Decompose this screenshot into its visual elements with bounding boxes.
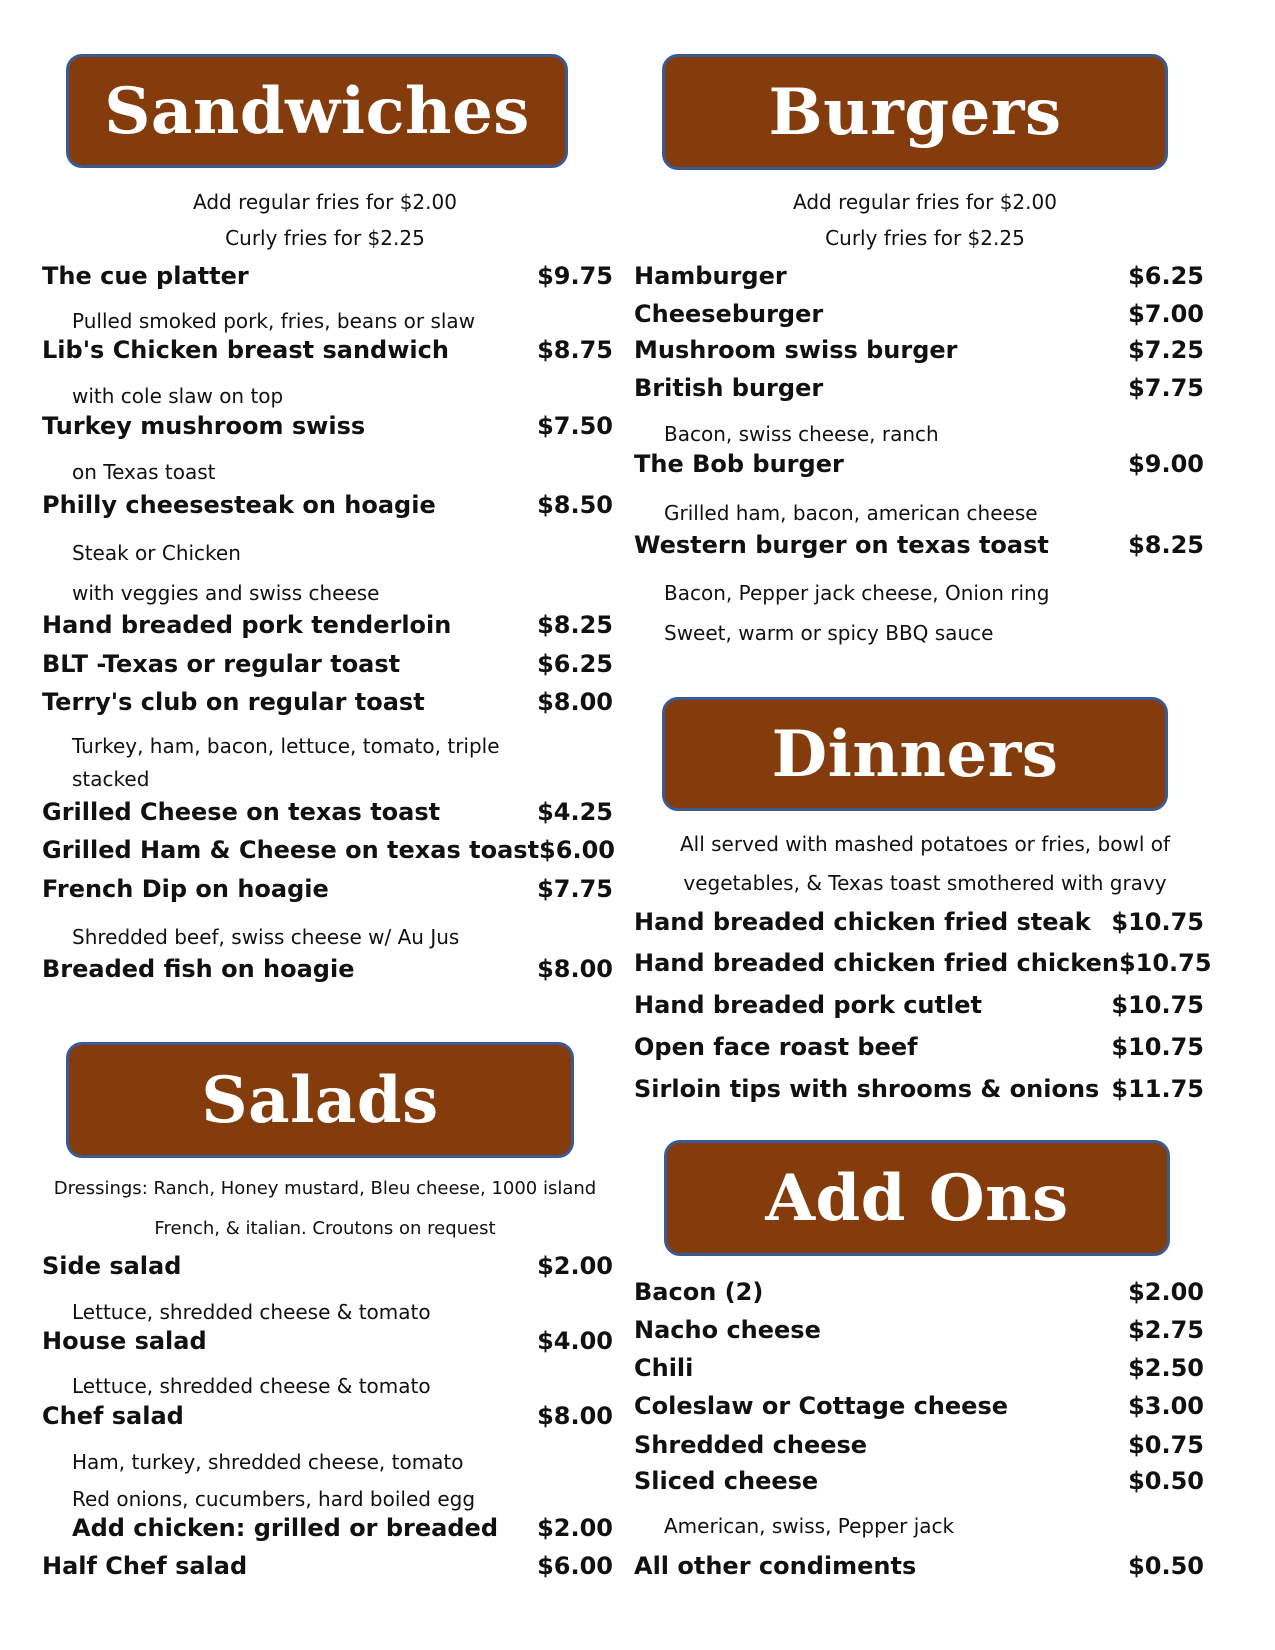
item-price: $2.00 (1128, 1278, 1204, 1306)
item-price: $11.75 (1111, 1075, 1204, 1103)
menu-item (634, 908, 1204, 936)
item-price: $4.25 (537, 798, 613, 826)
item-price: $7.75 (1128, 374, 1204, 402)
item-name: Nacho cheese (634, 1316, 821, 1344)
item-price: $3.00 (1128, 1392, 1204, 1420)
menu-item (634, 1033, 1204, 1061)
item-description: Lettuce, shredded cheese & tomato (72, 1374, 431, 1398)
item-name: Add chicken: grilled or breaded (72, 1514, 498, 1542)
item-price: $8.25 (1128, 531, 1204, 559)
item-price: $0.75 (1128, 1431, 1204, 1459)
item-price: $2.00 (537, 1514, 613, 1542)
dinners-note-sides: All served with mashed potatoes or fries, bowl of (679, 832, 1171, 856)
item-price: $0.50 (1128, 1467, 1204, 1495)
menu-item (634, 1354, 1204, 1382)
item-name: British burger (634, 374, 824, 402)
item-name: Coleslaw or Cottage cheese (634, 1392, 1009, 1420)
item-description: Pulled smoked pork, fries, beans or slaw (72, 309, 476, 333)
item-name: Shredded cheese (634, 1431, 868, 1459)
menu-item (42, 1552, 613, 1580)
item-name: Hand breaded chicken fried steak (634, 908, 1091, 936)
item-price: $6.00 (537, 1552, 613, 1580)
item-name: Sliced cheese (634, 1467, 819, 1495)
menu-item (42, 836, 613, 864)
item-description: on Texas toast (72, 460, 216, 484)
item-name: The Bob burger (634, 450, 844, 478)
salads-title: Salads (201, 1062, 439, 1138)
item-description: Lettuce, shredded cheese & tomato (72, 1300, 431, 1324)
menu-item (42, 1327, 613, 1355)
menu-item (42, 1252, 613, 1280)
menu-item (42, 955, 613, 983)
salads-banner (66, 1042, 574, 1158)
item-name: French Dip on hoagie (42, 875, 329, 903)
burgers-banner (662, 54, 1168, 170)
menu-item (42, 650, 613, 678)
item-price: $6.25 (537, 650, 613, 678)
dinners-banner (662, 697, 1168, 811)
item-description: Turkey, ham, bacon, lettuce, tomato, triple stacked (72, 734, 500, 791)
item-name: Turkey mushroom swiss (42, 412, 366, 440)
item-price: $9.75 (537, 262, 613, 290)
item-price: $4.00 (537, 1327, 613, 1355)
item-price: $7.50 (537, 412, 613, 440)
item-price: $8.50 (537, 491, 613, 519)
item-price: $0.50 (1128, 1552, 1204, 1580)
item-description: Bacon, Pepper jack cheese, Onion ring (664, 581, 1050, 605)
menu-item (634, 300, 1204, 328)
sandwiches-note-curly: Curly fries for $2.25 (225, 226, 425, 250)
item-price: $10.75 (1111, 991, 1204, 1019)
menu-item (634, 949, 1212, 977)
dinners-title: Dinners (771, 716, 1059, 792)
menu-item (72, 1514, 613, 1542)
menu-item (634, 1278, 1204, 1306)
menu-item (634, 450, 1204, 478)
sandwiches-note-fries: Add regular fries for $2.00 (193, 190, 457, 214)
item-description: American, swiss, Pepper jack (664, 1514, 955, 1538)
item-name: All other condiments (634, 1552, 917, 1580)
item-price: $10.75 (1111, 908, 1204, 936)
menu-item (634, 1075, 1204, 1103)
item-price: $8.75 (537, 336, 613, 364)
item-description: Ham, turkey, shredded cheese, tomato (72, 1450, 464, 1474)
menu-item (42, 262, 613, 290)
burgers-note-fries: Add regular fries for $2.00 (793, 190, 1057, 214)
menu-item (634, 991, 1204, 1019)
item-description: Red onions, cucumbers, hard boiled egg (72, 1487, 476, 1511)
item-name: BLT -Texas or regular toast (42, 650, 401, 678)
menu-item (634, 336, 1204, 364)
item-price: $8.00 (537, 1402, 613, 1430)
menu-item (42, 336, 613, 364)
item-description: Shredded beef, swiss cheese w/ Au Jus (72, 925, 460, 949)
item-name: Philly cheesesteak on hoagie (42, 491, 436, 519)
item-price: $8.00 (537, 688, 613, 716)
menu-item (42, 798, 613, 826)
sandwiches-title: Sandwiches (104, 73, 530, 149)
item-price: $7.25 (1128, 336, 1204, 364)
menu-item (42, 611, 613, 639)
item-price: $8.25 (537, 611, 613, 639)
item-name: Mushroom swiss burger (634, 336, 958, 364)
item-name: Open face roast beef (634, 1033, 918, 1061)
item-name: Western burger on texas toast (634, 531, 1049, 559)
menu-item (634, 1431, 1204, 1459)
burgers-note-curly: Curly fries for $2.25 (825, 226, 1025, 250)
item-price: $10.75 (1118, 949, 1212, 977)
menu-item (634, 1552, 1204, 1580)
item-name: Hand breaded chicken fried chicken (634, 949, 1119, 977)
menu-item (634, 1467, 1204, 1495)
item-name: Cheeseburger (634, 300, 824, 328)
item-name: Side salad (42, 1252, 182, 1280)
item-description: Steak or Chicken (72, 541, 241, 565)
item-description: Bacon, swiss cheese, ranch (664, 422, 939, 446)
menu-item (634, 1316, 1204, 1344)
menu-item (42, 688, 613, 716)
item-price: $10.75 (1111, 1033, 1204, 1061)
salads-note-dressings: Dressings: Ranch, Honey mustard, Bleu cheese, 1000 island (53, 1178, 597, 1199)
menu-item (42, 412, 613, 440)
item-name: Hand breaded pork tenderloin (42, 611, 452, 639)
item-description: with veggies and swiss cheese (72, 581, 380, 605)
item-name: Grilled Cheese on texas toast (42, 798, 441, 826)
item-price: $6.25 (1128, 262, 1204, 290)
item-name: Hand breaded pork cutlet (634, 991, 982, 1019)
item-price: $8.00 (537, 955, 613, 983)
item-price: $7.00 (1128, 300, 1204, 328)
menu-item (634, 262, 1204, 290)
item-price: $6.00 (539, 836, 615, 864)
item-name: Chili (634, 1354, 694, 1382)
item-price: $7.75 (537, 875, 613, 903)
item-price: $2.00 (537, 1252, 613, 1280)
item-name: Bacon (2) (634, 1278, 764, 1306)
addons-banner (664, 1140, 1170, 1256)
item-name: Terry's club on regular toast (42, 688, 425, 716)
item-name: House salad (42, 1327, 207, 1355)
item-price: $2.75 (1128, 1316, 1204, 1344)
menu-item (42, 491, 613, 519)
item-description: with cole slaw on top (72, 384, 284, 408)
burgers-title: Burgers (768, 74, 1062, 150)
item-name: Breaded fish on hoagie (42, 955, 355, 983)
salads-note-croutons: French, & italian. Croutons on request (154, 1218, 496, 1239)
item-name: Chef salad (42, 1402, 184, 1430)
item-name: The cue platter (42, 262, 249, 290)
item-name: Grilled Ham & Cheese on texas toast (42, 836, 540, 864)
addons-title: Add Ons (765, 1160, 1069, 1236)
menu-item (634, 1392, 1204, 1420)
item-name: Hamburger (634, 262, 787, 290)
item-price: $9.00 (1128, 450, 1204, 478)
item-description: Grilled ham, bacon, american cheese (664, 501, 1038, 525)
item-price: $2.50 (1128, 1354, 1204, 1382)
dinners-note-toast: vegetables, & Texas toast smothered with gravy (683, 871, 1167, 895)
item-name: Sirloin tips with shrooms & onions (634, 1075, 1100, 1103)
menu-item (42, 1402, 613, 1430)
menu-item (42, 875, 613, 903)
item-name: Lib's Chicken breast sandwich (42, 336, 449, 364)
item-name: Half Chef salad (42, 1552, 248, 1580)
menu-item (634, 531, 1204, 559)
item-description: Sweet, warm or spicy BBQ sauce (664, 621, 994, 645)
menu-item (634, 374, 1204, 402)
sandwiches-banner (66, 54, 568, 168)
